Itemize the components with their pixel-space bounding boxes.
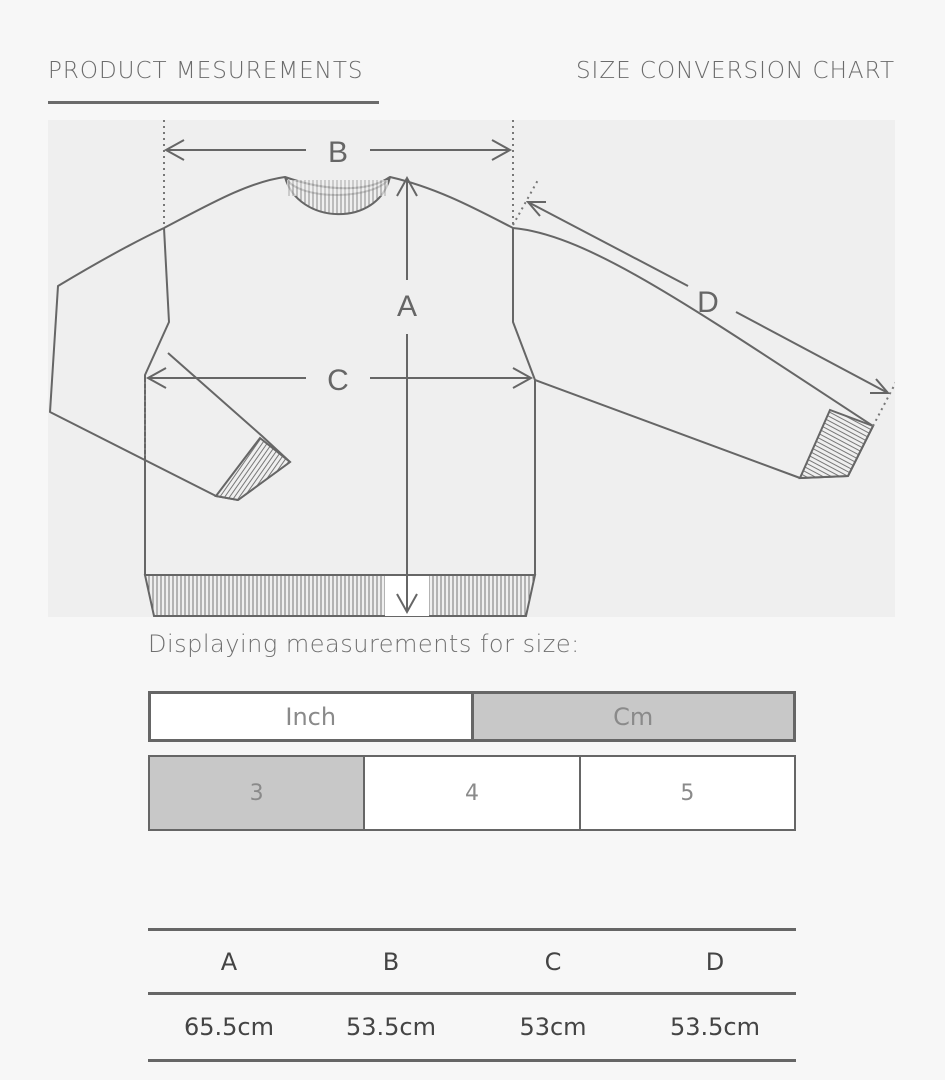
- right-cuff: [800, 410, 873, 478]
- size-5-button[interactable]: 5: [581, 755, 796, 831]
- size-3-button[interactable]: 3: [148, 755, 365, 831]
- value-b: 53.5cm: [345, 1013, 436, 1041]
- tab-bar: [48, 58, 895, 108]
- table-row: [148, 995, 796, 1062]
- tab-product-measurements[interactable]: PRODUCT MESUREMENTS: [48, 58, 364, 84]
- label-b: B: [327, 136, 349, 169]
- sweater-outline: [50, 177, 873, 575]
- unit-toggle: [148, 691, 796, 742]
- header-b: B: [382, 947, 400, 976]
- sweater-diagram: [48, 120, 895, 617]
- header-c: C: [544, 947, 562, 976]
- header-d: D: [705, 947, 725, 976]
- value-a: 65.5cm: [183, 1013, 274, 1041]
- hem-rib: [145, 575, 535, 616]
- value-d: 53.5cm: [669, 1013, 760, 1041]
- tab-size-conversion-chart[interactable]: SIZE CONVERSION CHART: [575, 58, 895, 84]
- left-cuff: [216, 438, 290, 500]
- measurements-table: [148, 928, 796, 1062]
- active-tab-underline: [48, 101, 379, 104]
- size-prompt: Displaying measurements for size:: [148, 630, 580, 658]
- unit-cm-button[interactable]: Cm: [474, 691, 797, 742]
- size-selector: [148, 755, 796, 831]
- label-c: C: [327, 364, 349, 397]
- value-c: 53cm: [519, 1013, 587, 1041]
- label-a: A: [396, 290, 418, 323]
- unit-inch-button[interactable]: Inch: [148, 691, 474, 742]
- label-d: D: [697, 286, 719, 319]
- header-a: A: [220, 947, 238, 976]
- size-4-button[interactable]: 4: [365, 755, 580, 831]
- table-header-row: [148, 928, 796, 995]
